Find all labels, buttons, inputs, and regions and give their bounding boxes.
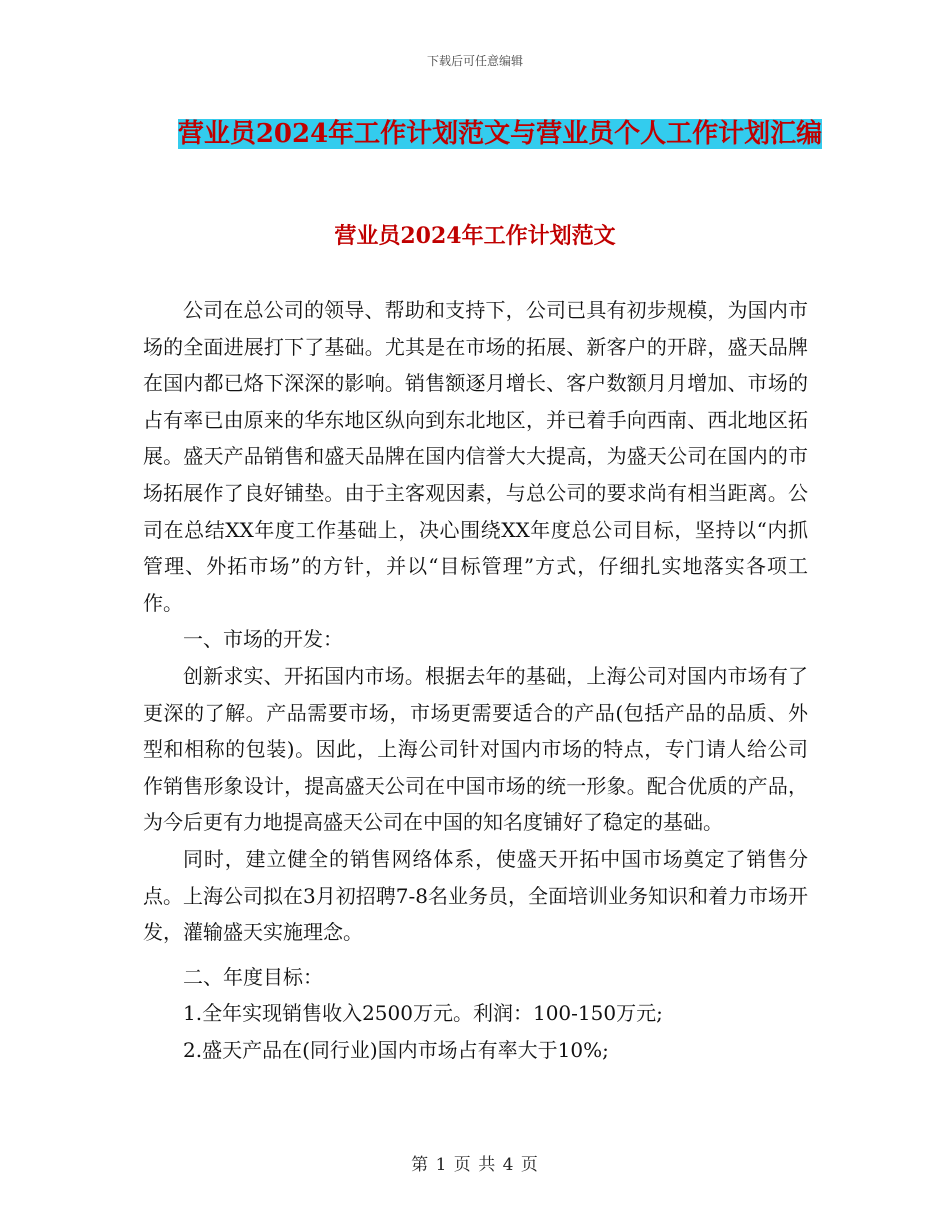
- goal-item-1: 1.全年实现销售收入2500万元。利润：100-150万元;: [183, 1001, 663, 1026]
- heading-annual-goals: 二、年度目标：: [183, 964, 323, 989]
- paragraph-intro: 公司在总公司的领导、帮助和支持下，公司已具有初步规模，为国内市场的全面进展打下了基础。尤其是在市场的拓展、新客户的开辟，盛天品牌在国内都已烙下深深的影响。销售额逐月增长、客户数额月月增加、市场的占有率已由原来的华东地区纵向到东北地区，并已着手向西南、西北地区拓展。盛天产品销售和盛天品牌在国内信誉大大提高，为盛天公司在国内的市场拓展作了良好铺垫。由于主客观因素，与总公司的要求尚有相当距离。公司在总结XX年度工作基础上，决心围绕XX年度总公司目标，坚持以“内抓管理、外拓市场”的方针，并以“目标管理”方式，仔细扎实地落实各项工作。: [143, 298, 808, 615]
- header-note: 下载后可任意编辑: [426, 54, 523, 68]
- paragraph-market-development: 创新求实、开拓国内市场。根据去年的基础，上海公司对国内市场有了更深的了解。产品需要市场，市场更需要适合的产品(包括产品的品质、外型和相称的包装)。因此，上海公司针对国内市场的特点，专门请人给公司作销售形象设计，提高盛天公司在中国市场的统一形象。配合优质的产品，为今后更有力地提高盛天公司在中国的知名度铺好了稳定的基础。: [143, 663, 808, 835]
- heading-market-development: 一、市场的开发：: [183, 627, 343, 652]
- goal-item-2: 2.盛天产品在(同行业)国内市场占有率大于10%;: [183, 1037, 609, 1062]
- document-title: [140, 110, 860, 158]
- page-footer: 第 1 页 共 4 页: [411, 1155, 539, 1175]
- document-title-text: 营业员2024年工作计划范文与营业员个人工作计划汇编: [177, 119, 823, 149]
- document-body: [143, 292, 808, 1068]
- paragraph-sales-network: 同时，建立健全的销售网络体系，使盛天开拓中国市场奠定了销售分点。上海公司拟在3月初招聘7-8名业务员，全面培训业务知识和着力市场开发，灌输盛天实施理念。: [143, 846, 808, 945]
- section-title: 营业员2024年工作计划范文: [334, 223, 616, 249]
